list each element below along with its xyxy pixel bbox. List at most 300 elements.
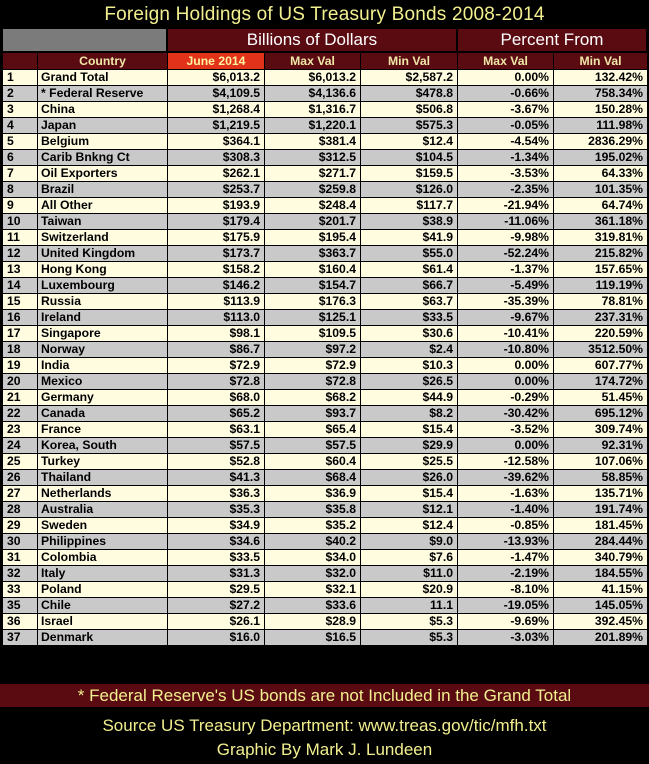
rank-cell: 11 (3, 230, 38, 246)
min-val-cell: $478.8 (361, 86, 458, 102)
country-cell: Grand Total (38, 70, 168, 86)
max-val-cell: $16.5 (265, 630, 361, 646)
pct-min-val-cell: 135.71% (554, 486, 648, 502)
pct-min-val-cell: 191.74% (554, 502, 648, 518)
min-val-cell: $126.0 (361, 182, 458, 198)
country-cell: Russia (38, 294, 168, 310)
rank-cell: 27 (3, 486, 38, 502)
table-row (3, 550, 648, 566)
min-val-cell: $26.5 (361, 374, 458, 390)
pct-min-val-cell: 107.06% (554, 454, 648, 470)
june-2014-cell: $146.2 (168, 278, 265, 294)
pct-max-val-cell: -9.98% (458, 230, 554, 246)
table-row (3, 134, 648, 150)
rank-cell: 29 (3, 518, 38, 534)
june-2014-cell: $179.4 (168, 214, 265, 230)
country-cell: Israel (38, 614, 168, 630)
country-cell: United Kingdom (38, 246, 168, 262)
rank-cell: 17 (3, 326, 38, 342)
min-val-cell: $10.3 (361, 358, 458, 374)
rank-cell: 26 (3, 470, 38, 486)
june-2014-cell: $72.9 (168, 358, 265, 374)
holdings-table (2, 52, 648, 646)
min-val-cell: $20.9 (361, 582, 458, 598)
pct-max-val-cell: -5.49% (458, 278, 554, 294)
pct-max-val-cell: -4.54% (458, 134, 554, 150)
max-val-cell: $57.5 (265, 438, 361, 454)
max-val-cell: $176.3 (265, 294, 361, 310)
max-val-cell: $68.4 (265, 470, 361, 486)
pct-min-val-cell: 361.18% (554, 214, 648, 230)
max-val-cell: $201.7 (265, 214, 361, 230)
country-cell: Hong Kong (38, 262, 168, 278)
min-val-cell: $12.4 (361, 134, 458, 150)
pct-max-val-cell: -9.67% (458, 310, 554, 326)
rank-cell: 14 (3, 278, 38, 294)
table-row (3, 102, 648, 118)
pct-max-val-cell: -0.05% (458, 118, 554, 134)
table-row (3, 70, 648, 86)
pct-min-val-cell: 174.72% (554, 374, 648, 390)
table-row (3, 198, 648, 214)
rank-cell: 13 (3, 262, 38, 278)
country-cell: * Federal Reserve (38, 86, 168, 102)
country-cell: Canada (38, 406, 168, 422)
col-header-rank (3, 53, 38, 70)
rank-cell: 24 (3, 438, 38, 454)
june-2014-cell: $52.8 (168, 454, 265, 470)
pct-min-val-cell: 92.31% (554, 438, 648, 454)
pct-min-val-cell: 101.35% (554, 182, 648, 198)
max-val-cell: $65.4 (265, 422, 361, 438)
pct-max-val-cell: -8.10% (458, 582, 554, 598)
june-2014-cell: $158.2 (168, 262, 265, 278)
max-val-cell: $97.2 (265, 342, 361, 358)
min-val-cell: $63.7 (361, 294, 458, 310)
country-cell: Switzerland (38, 230, 168, 246)
pct-min-val-cell: 119.19% (554, 278, 648, 294)
june-2014-cell: $41.3 (168, 470, 265, 486)
min-val-cell: $38.9 (361, 214, 458, 230)
table-row (3, 390, 648, 406)
pct-max-val-cell: -1.40% (458, 502, 554, 518)
country-cell: Ireland (38, 310, 168, 326)
rank-cell: 22 (3, 406, 38, 422)
country-cell: Netherlands (38, 486, 168, 502)
group-header-billions: Billions of Dollars (167, 29, 457, 51)
max-val-cell: $381.4 (265, 134, 361, 150)
table-row (3, 470, 648, 486)
rank-cell: 36 (3, 614, 38, 630)
june-2014-cell: $113.0 (168, 310, 265, 326)
country-cell: Denmark (38, 630, 168, 646)
pct-min-val-cell: 51.45% (554, 390, 648, 406)
max-val-cell: $6,013.2 (265, 70, 361, 86)
max-val-cell: $40.2 (265, 534, 361, 550)
country-cell: Colombia (38, 550, 168, 566)
max-val-cell: $160.4 (265, 262, 361, 278)
rank-cell: 30 (3, 534, 38, 550)
rank-cell: 35 (3, 598, 38, 614)
june-2014-cell: $1,268.4 (168, 102, 265, 118)
min-val-cell: $26.0 (361, 470, 458, 486)
pct-min-val-cell: 284.44% (554, 534, 648, 550)
min-val-cell: $44.9 (361, 390, 458, 406)
country-cell: Australia (38, 502, 168, 518)
max-val-cell: $35.2 (265, 518, 361, 534)
june-2014-cell: $253.7 (168, 182, 265, 198)
max-val-cell: $32.1 (265, 582, 361, 598)
pct-min-val-cell: 215.82% (554, 246, 648, 262)
table-row (3, 422, 648, 438)
june-2014-cell: $175.9 (168, 230, 265, 246)
pct-max-val-cell: -3.03% (458, 630, 554, 646)
country-cell: China (38, 102, 168, 118)
pct-min-val-cell: 2836.29% (554, 134, 648, 150)
table-row (3, 150, 648, 166)
pct-min-val-cell: 145.05% (554, 598, 648, 614)
country-cell: All Other (38, 198, 168, 214)
pct-max-val-cell: -13.93% (458, 534, 554, 550)
min-val-cell: $15.4 (361, 486, 458, 502)
pct-min-val-cell: 220.59% (554, 326, 648, 342)
max-val-cell: $32.0 (265, 566, 361, 582)
june-2014-cell: $113.9 (168, 294, 265, 310)
pct-max-val-cell: -3.67% (458, 102, 554, 118)
pct-min-val-cell: 392.45% (554, 614, 648, 630)
min-val-cell: $104.5 (361, 150, 458, 166)
max-val-cell: $363.7 (265, 246, 361, 262)
june-2014-cell: $34.9 (168, 518, 265, 534)
pct-max-val-cell: -30.42% (458, 406, 554, 422)
min-val-cell: $66.7 (361, 278, 458, 294)
footnote-federal-reserve: * Federal Reserve's US bonds are not Included in the Grand Total (0, 684, 649, 707)
pct-max-val-cell: -9.69% (458, 614, 554, 630)
rank-cell: 10 (3, 214, 38, 230)
max-val-cell: $312.5 (265, 150, 361, 166)
pct-min-val-cell: 695.12% (554, 406, 648, 422)
rank-cell: 37 (3, 630, 38, 646)
country-cell: Philippines (38, 534, 168, 550)
min-val-cell: $29.9 (361, 438, 458, 454)
country-cell: Carib Bnkng Ct (38, 150, 168, 166)
min-val-cell: $8.2 (361, 406, 458, 422)
pct-max-val-cell: -1.37% (458, 262, 554, 278)
rank-cell: 16 (3, 310, 38, 326)
rank-cell: 28 (3, 502, 38, 518)
pct-max-val-cell: -10.80% (458, 342, 554, 358)
country-cell: Singapore (38, 326, 168, 342)
pct-max-val-cell: -0.85% (458, 518, 554, 534)
max-val-cell: $34.0 (265, 550, 361, 566)
pct-max-val-cell: -3.52% (458, 422, 554, 438)
min-val-cell: $25.5 (361, 454, 458, 470)
pct-max-val-cell: -3.53% (458, 166, 554, 182)
max-val-cell: $154.7 (265, 278, 361, 294)
country-cell: France (38, 422, 168, 438)
june-2014-cell: $65.2 (168, 406, 265, 422)
june-2014-cell: $63.1 (168, 422, 265, 438)
rank-cell: 9 (3, 198, 38, 214)
table-row (3, 358, 648, 374)
pct-min-val-cell: 64.33% (554, 166, 648, 182)
june-2014-cell: $6,013.2 (168, 70, 265, 86)
country-cell: Germany (38, 390, 168, 406)
table-row (3, 598, 648, 614)
max-val-cell: $109.5 (265, 326, 361, 342)
table-row (3, 118, 648, 134)
table-row (3, 278, 648, 294)
rank-cell: 5 (3, 134, 38, 150)
june-2014-cell: $72.8 (168, 374, 265, 390)
pct-max-val-cell: 0.00% (458, 438, 554, 454)
pct-max-val-cell: -0.66% (458, 86, 554, 102)
rank-cell: 3 (3, 102, 38, 118)
min-val-cell: $12.4 (361, 518, 458, 534)
min-val-cell: $15.4 (361, 422, 458, 438)
table-row (3, 454, 648, 470)
pct-min-val-cell: 237.31% (554, 310, 648, 326)
rank-cell: 8 (3, 182, 38, 198)
min-val-cell: $11.0 (361, 566, 458, 582)
rank-cell: 21 (3, 390, 38, 406)
max-val-cell: $72.8 (265, 374, 361, 390)
header-blank-cell (2, 29, 167, 51)
min-val-cell: $5.3 (361, 614, 458, 630)
rank-cell: 1 (3, 70, 38, 86)
pct-max-val-cell: -39.62% (458, 470, 554, 486)
rank-cell: 6 (3, 150, 38, 166)
max-val-cell: $259.8 (265, 182, 361, 198)
min-val-cell: $117.7 (361, 198, 458, 214)
pct-min-val-cell: 78.81% (554, 294, 648, 310)
pct-max-val-cell: -2.19% (458, 566, 554, 582)
pct-min-val-cell: 184.55% (554, 566, 648, 582)
country-cell: Japan (38, 118, 168, 134)
col-header-country: Country (38, 53, 168, 70)
june-2014-cell: $26.1 (168, 614, 265, 630)
rank-cell: 20 (3, 374, 38, 390)
min-val-cell: $41.9 (361, 230, 458, 246)
country-cell: Brazil (38, 182, 168, 198)
pct-min-val-cell: 41.15% (554, 582, 648, 598)
june-2014-cell: $31.3 (168, 566, 265, 582)
col-header-pct-min-val: Min Val (554, 53, 648, 70)
rank-cell: 7 (3, 166, 38, 182)
table-row (3, 246, 648, 262)
pct-min-val-cell: 111.98% (554, 118, 648, 134)
pct-min-val-cell: 607.77% (554, 358, 648, 374)
max-val-cell: $93.7 (265, 406, 361, 422)
rank-cell: 2 (3, 86, 38, 102)
col-header-pct-max-val: Max Val (458, 53, 554, 70)
pct-max-val-cell: -35.39% (458, 294, 554, 310)
min-val-cell: $5.3 (361, 630, 458, 646)
max-val-cell: $125.1 (265, 310, 361, 326)
max-val-cell: $36.9 (265, 486, 361, 502)
table-row (3, 326, 648, 342)
country-cell: India (38, 358, 168, 374)
table-row (3, 566, 648, 582)
pct-max-val-cell: -1.47% (458, 550, 554, 566)
pct-max-val-cell: -0.29% (458, 390, 554, 406)
pct-min-val-cell: 181.45% (554, 518, 648, 534)
june-2014-cell: $27.2 (168, 598, 265, 614)
max-val-cell: $35.8 (265, 502, 361, 518)
max-val-cell: $1,220.1 (265, 118, 361, 134)
pct-min-val-cell: 150.28% (554, 102, 648, 118)
col-header-june-2014: June 2014 (168, 53, 265, 70)
country-cell: Korea, South (38, 438, 168, 454)
pct-min-val-cell: 309.74% (554, 422, 648, 438)
june-2014-cell: $68.0 (168, 390, 265, 406)
table-row (3, 86, 648, 102)
table-row (3, 214, 648, 230)
max-val-cell: $68.2 (265, 390, 361, 406)
table-row (3, 582, 648, 598)
rank-cell: 12 (3, 246, 38, 262)
min-val-cell: $12.1 (361, 502, 458, 518)
table-row (3, 374, 648, 390)
rank-cell: 4 (3, 118, 38, 134)
june-2014-cell: $1,219.5 (168, 118, 265, 134)
june-2014-cell: $33.5 (168, 550, 265, 566)
pct-max-val-cell: -11.06% (458, 214, 554, 230)
min-val-cell: $506.8 (361, 102, 458, 118)
pct-min-val-cell: 340.79% (554, 550, 648, 566)
country-cell: Oil Exporters (38, 166, 168, 182)
table-row (3, 518, 648, 534)
table-row (3, 230, 648, 246)
table-row (3, 262, 648, 278)
june-2014-cell: $86.7 (168, 342, 265, 358)
table-row (3, 182, 648, 198)
pct-max-val-cell: -52.24% (458, 246, 554, 262)
rank-cell: 23 (3, 422, 38, 438)
min-val-cell: $7.6 (361, 550, 458, 566)
col-header-min-val: Min Val (361, 53, 458, 70)
pct-max-val-cell: -2.35% (458, 182, 554, 198)
max-val-cell: $1,316.7 (265, 102, 361, 118)
country-cell: Norway (38, 342, 168, 358)
country-cell: Italy (38, 566, 168, 582)
min-val-cell: $30.6 (361, 326, 458, 342)
group-header-percent: Percent From (457, 29, 647, 51)
june-2014-cell: $35.3 (168, 502, 265, 518)
pct-max-val-cell: -1.34% (458, 150, 554, 166)
pct-max-val-cell: -19.05% (458, 598, 554, 614)
min-val-cell: $55.0 (361, 246, 458, 262)
table-row (3, 502, 648, 518)
max-val-cell: $4,136.6 (265, 86, 361, 102)
table-row (3, 630, 648, 646)
table-row (3, 614, 648, 630)
june-2014-cell: $36.3 (168, 486, 265, 502)
col-header-max-val: Max Val (265, 53, 361, 70)
rank-cell: 19 (3, 358, 38, 374)
pct-min-val-cell: 58.85% (554, 470, 648, 486)
rank-cell: 15 (3, 294, 38, 310)
pct-max-val-cell: -12.58% (458, 454, 554, 470)
june-2014-cell: $16.0 (168, 630, 265, 646)
pct-max-val-cell: 0.00% (458, 358, 554, 374)
june-2014-cell: $193.9 (168, 198, 265, 214)
min-val-cell: $9.0 (361, 534, 458, 550)
pct-min-val-cell: 319.81% (554, 230, 648, 246)
pct-min-val-cell: 132.42% (554, 70, 648, 86)
country-cell: Luxembourg (38, 278, 168, 294)
rank-cell: 25 (3, 454, 38, 470)
country-cell: Thailand (38, 470, 168, 486)
rank-cell: 18 (3, 342, 38, 358)
min-val-cell: $159.5 (361, 166, 458, 182)
pct-max-val-cell: 0.00% (458, 70, 554, 86)
max-val-cell: $28.9 (265, 614, 361, 630)
table-row (3, 406, 648, 422)
country-cell: Belgium (38, 134, 168, 150)
pct-min-val-cell: 195.02% (554, 150, 648, 166)
min-val-cell: $575.3 (361, 118, 458, 134)
max-val-cell: $195.4 (265, 230, 361, 246)
june-2014-cell: $364.1 (168, 134, 265, 150)
rank-cell: 33 (3, 582, 38, 598)
table-row (3, 294, 648, 310)
country-cell: Turkey (38, 454, 168, 470)
table-row (3, 534, 648, 550)
rank-cell: 31 (3, 550, 38, 566)
country-cell: Sweden (38, 518, 168, 534)
source-credit: Source US Treasury Department: www.treas.gov/tic/mfh.txt (102, 716, 547, 735)
pct-max-val-cell: -1.63% (458, 486, 554, 502)
table-row (3, 486, 648, 502)
june-2014-cell: $98.1 (168, 326, 265, 342)
pct-max-val-cell: 0.00% (458, 374, 554, 390)
pct-min-val-cell: 201.89% (554, 630, 648, 646)
max-val-cell: $271.7 (265, 166, 361, 182)
rank-cell: 32 (3, 566, 38, 582)
table-row (3, 342, 648, 358)
max-val-cell: $248.4 (265, 198, 361, 214)
min-val-cell: $61.4 (361, 262, 458, 278)
june-2014-cell: $4,109.5 (168, 86, 265, 102)
june-2014-cell: $173.7 (168, 246, 265, 262)
june-2014-cell: $308.3 (168, 150, 265, 166)
june-2014-cell: $262.1 (168, 166, 265, 182)
pct-max-val-cell: -10.41% (458, 326, 554, 342)
june-2014-cell: $34.6 (168, 534, 265, 550)
country-cell: Mexico (38, 374, 168, 390)
min-val-cell: $33.5 (361, 310, 458, 326)
june-2014-cell: $57.5 (168, 438, 265, 454)
max-val-cell: $72.9 (265, 358, 361, 374)
table-row (3, 166, 648, 182)
country-cell: Poland (38, 582, 168, 598)
pct-min-val-cell: 64.74% (554, 198, 648, 214)
pct-min-val-cell: 3512.50% (554, 342, 648, 358)
table-row (3, 310, 648, 326)
column-header-row (3, 53, 648, 70)
max-val-cell: $60.4 (265, 454, 361, 470)
chart-title: Foreign Holdings of US Treasury Bonds 2008-2014 (104, 4, 545, 25)
min-val-cell: $2,587.2 (361, 70, 458, 86)
min-val-cell: 11.1 (361, 598, 458, 614)
country-cell: Chile (38, 598, 168, 614)
min-val-cell: $2.4 (361, 342, 458, 358)
june-2014-cell: $29.5 (168, 582, 265, 598)
pct-max-val-cell: -21.94% (458, 198, 554, 214)
author-credit: Graphic By Mark J. Lundeen (216, 740, 433, 759)
pct-min-val-cell: 758.34% (554, 86, 648, 102)
